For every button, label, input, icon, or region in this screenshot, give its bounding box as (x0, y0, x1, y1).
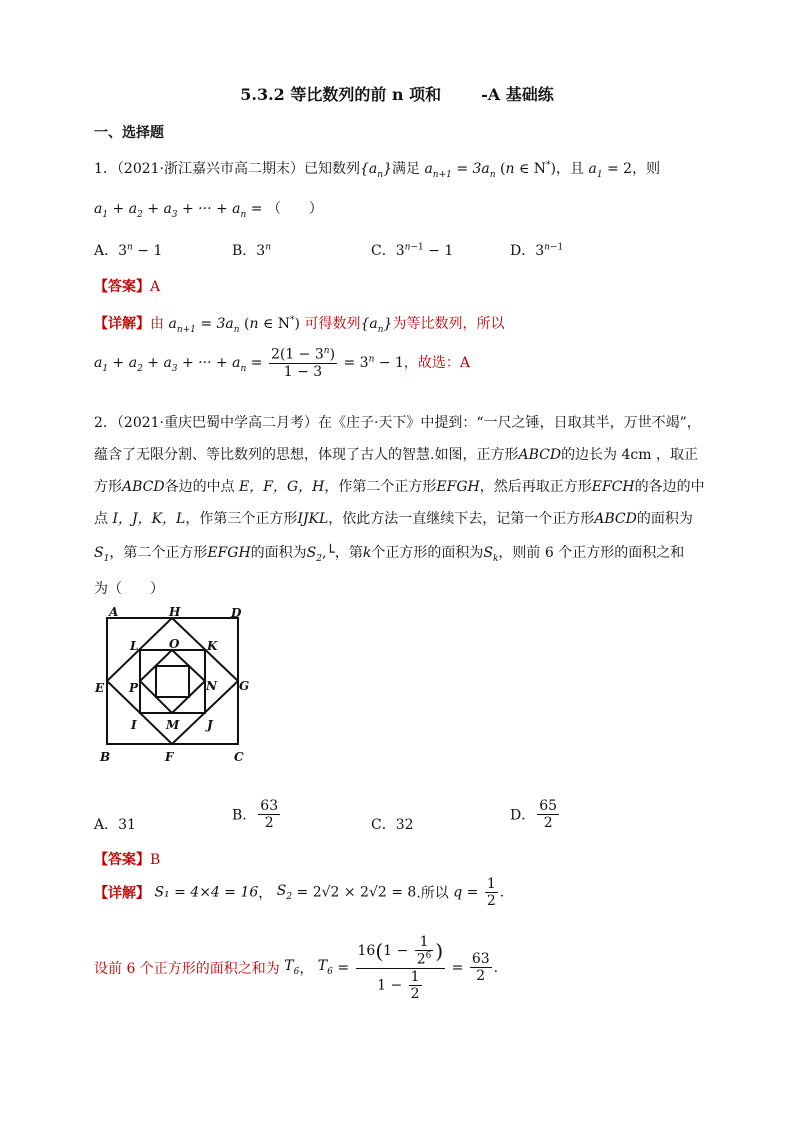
square-inner (156, 666, 189, 697)
q1-detail: 【详解】由 $a_{n+1} = 3a_n$ (n ∈ N*) 可得数列$\{a_n\}$为等比数列，所以 (94, 315, 505, 335)
q1-option-c: C．$3^{n-1} - 1$ (371, 242, 454, 259)
label-c: C (234, 750, 244, 764)
label-g: G (239, 679, 250, 693)
square-mnop (140, 650, 205, 713)
section-heading: 一、选择题 (94, 125, 164, 141)
label-l: L (130, 639, 139, 653)
q1-option-a: A．$3^n - 1$ (94, 242, 163, 259)
q2-option-a: A．31 (94, 817, 136, 833)
q2-detail-t6: 设前 6 个正方形的面积之和为 $T_6$， $T_6$ = 16(1 − $\frac{1}{2^6}$ ) 1 − $\frac{1}{2}$ = $\frac{63}{2}$ . (94, 934, 499, 1002)
label-o: O (169, 637, 180, 651)
q2-option-c: C．32 (371, 817, 414, 833)
label-k: K (207, 639, 218, 653)
q2-line6: 为（ ） (94, 581, 164, 597)
q2-line1: 2．（2021·重庆巴蜀中学高二月考）在《庄子·天下》中提到：“一尺之锤，日取其半，万世不竭”， (94, 415, 701, 431)
label-n: N (206, 679, 217, 693)
label-a: A (109, 605, 119, 619)
label-m: M (166, 718, 180, 732)
q2-line5: $S_1$，第二个正方形EFGH的面积为$S_2,└$，第k个正方形的面积为$S_k$，则前 6 个正方形的面积之和 (94, 545, 685, 564)
q1-answer: 【答案】A (94, 279, 161, 295)
q1-stem: 1．（2021·浙江嘉兴市高二期末）已知数列$\{a_n\}$满足 $a_{n+1} = 3a_n$ (n ∈ N*)，且 $a_1 = 2$，则 (94, 160, 661, 180)
label-h: H (169, 605, 181, 619)
square-ijkl (140, 650, 205, 713)
label-p: P (129, 681, 139, 695)
q2-detail: 【详解】 S₁ = 4×4 = 16， $S_2 = 2√2 \times 2√2 = 8$.所以 q = $\frac{1}{2}$ . (94, 876, 505, 909)
q1-option-d: D．$3^{n-1}$ (510, 242, 564, 259)
page-title: 5.3.2 等比数列的前 n 项和 -A 基础练 (240, 85, 554, 104)
q1-option-b: B．3$^n$ (232, 242, 272, 259)
label-i: I (131, 718, 137, 732)
label-e: E (95, 681, 105, 695)
q2-line4: 点 I，J，K，L，作第三个正方形IJKL，依此方法一直继续下去，记第一个正方形ABCD的面积为 (94, 511, 693, 527)
label-f: F (165, 750, 174, 764)
q2-line2: 蕴含了无限分割、等比数列的思想，体现了古人的智慧.如图，正方形ABCD的边长为 4cm ，取正 (94, 447, 698, 463)
q1-expression: $a_1 + a_2 + a_3$ + ··· + $a_n$ = （ ） (94, 201, 323, 220)
q2-option-b: B． $\frac{63}{2}$ (232, 798, 279, 831)
q1-detail-formula: $a_1 + a_2 + a_3$ + ··· + $a_n$ = $\frac{2(1 - 3^n)}{1 - 3}$ = $3^n - 1$，故选：A (94, 346, 471, 380)
q2-answer: 【答案】B (94, 852, 161, 868)
nested-squares-figure (92, 604, 262, 766)
label-d: D (231, 606, 242, 620)
q2-line3: 方形ABCD各边的中点 E，F，G，H，作第二个正方形EFGH，然后再取正方形EFCH的各边的中 (94, 479, 705, 495)
q2-option-d: D． $\frac{65}{2}$ (510, 798, 558, 831)
label-b: B (100, 750, 111, 764)
label-j: J (207, 718, 213, 732)
